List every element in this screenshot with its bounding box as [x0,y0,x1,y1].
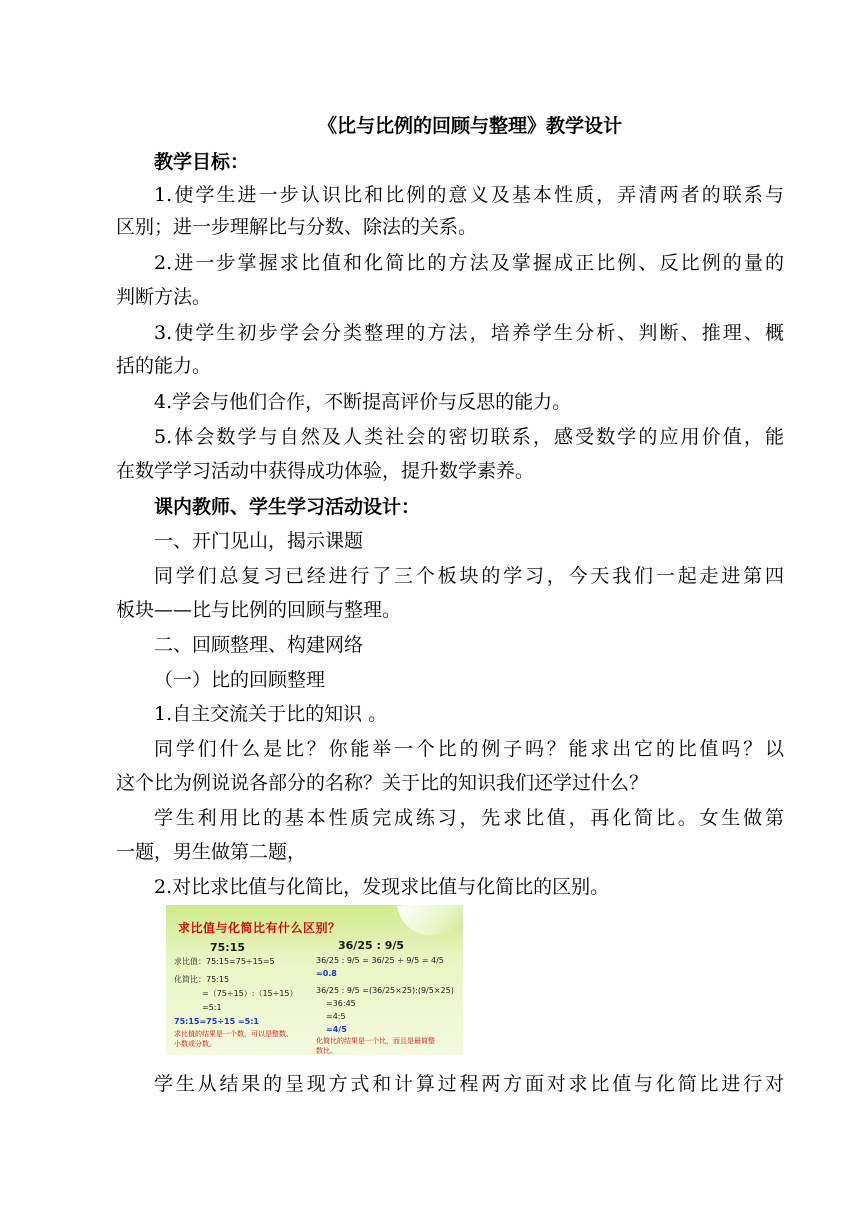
right-simplify: 36/25 : 9/5 =(36/25×25):(9/5×25) [316,986,454,995]
left-note: 求比值的结果是一个数，可以是整数、小数或分数。 [174,1030,293,1048]
comparison-slide-image [166,905,463,1055]
item-1: 1.自主交流关于比的知识 。 [154,703,388,725]
leaf-decoration-icon [397,905,463,940]
goal-5-line-1: 5.体会数学与自然及人类社会的密切联系，感受数学的应用价值，能 [154,426,784,448]
left-expression: 75:15 [210,941,246,954]
para-1-line-1: 同学们总复习已经进行了三个板块的学习，今天我们一起走进第四 [154,565,784,587]
goal-4: 4.学会与他们合作，不断提高评价与反思的能力。 [154,391,572,413]
para-3-line-2: 一题，男生做第二题， [116,841,307,863]
para-2-line-2: 这个比为例说说各部分的名称？关于比的知识我们还学过什么？ [116,772,649,794]
document-title: 《比与比例的回顾与整理》教学设计 [317,115,622,137]
item-2: 2.对比求比值与化简比，发现求比值与化简比的区别。 [154,876,610,898]
para-1-line-2: 板块——比与比例的回顾与整理。 [116,599,402,621]
goal-2-line-1: 2.进一步掌握求比值和化简比的方法及掌握成正比例、反比例的量的 [154,252,784,274]
goal-1-line-2: 区别；进一步理解比与分数、除法的关系。 [116,216,478,238]
section-1-heading: 一、开门见山，揭示课题 [154,530,364,552]
para-4-line-1: 学生从结果的呈现方式和计算过程两方面对求比值与化简比进行对 [154,1073,784,1095]
left-simplify-label: 化简比：75:15 [174,975,230,984]
left-simplify-step-2: =5:1 [202,1003,222,1012]
goal-5-line-2: 在数学学习活动中获得成功体验，提升数学素养。 [116,460,535,482]
right-expression: 36/25 : 9/5 [338,939,405,952]
para-2-line-1: 同学们什么是比？你能举一个比的例子吗？能求出它的比值吗？以 [154,738,784,760]
heading-activities: 课内教师、学生学习活动设计： [154,496,421,518]
subsection-1-heading: （一）比的回顾整理 [154,669,326,691]
right-ratio-result: =0.8 [316,969,337,978]
slide-title: 求比值与化简比有什么区别？ [178,921,341,935]
heading-goals: 教学目标： [154,151,250,173]
left-ratio-value: 求比值：75:15=75÷15=5 [174,957,275,966]
section-2-heading: 二、回顾整理、构建网络 [154,634,364,656]
slide-left-column [174,941,316,1049]
goal-3-line-1: 3.使学生初步学会分类整理的方法，培养学生分析、判断、推理、概 [154,322,784,344]
right-simplify-step-2: =4:5 [326,1012,346,1021]
right-ratio-value: 36/25 : 9/5 = 36/25 ÷ 9/5 = 4/5 [316,956,444,965]
right-simplify-step-1: =36:45 [326,999,356,1008]
left-simplify-step-1: =（75÷15）:（15÷15） [202,989,298,998]
right-combined-result: =4/5 [326,1025,347,1034]
goal-3-line-2: 括的能力。 [116,355,212,377]
para-3-line-1: 学生利用比的基本性质完成练习，先求比值，再化简比。女生做第 [154,807,784,829]
goal-2-line-2: 判断方法。 [116,286,212,308]
slide-right-column [316,939,456,1055]
right-note: 化简比的结果是一个比，而且是最简整数比。 [316,1037,435,1055]
left-combined-result: 75:15=75÷15 =5:1 [174,1017,259,1026]
goal-1-line-1: 1.使学生进一步认识比和比例的意义及基本性质，弄清两者的联系与 [154,184,784,206]
